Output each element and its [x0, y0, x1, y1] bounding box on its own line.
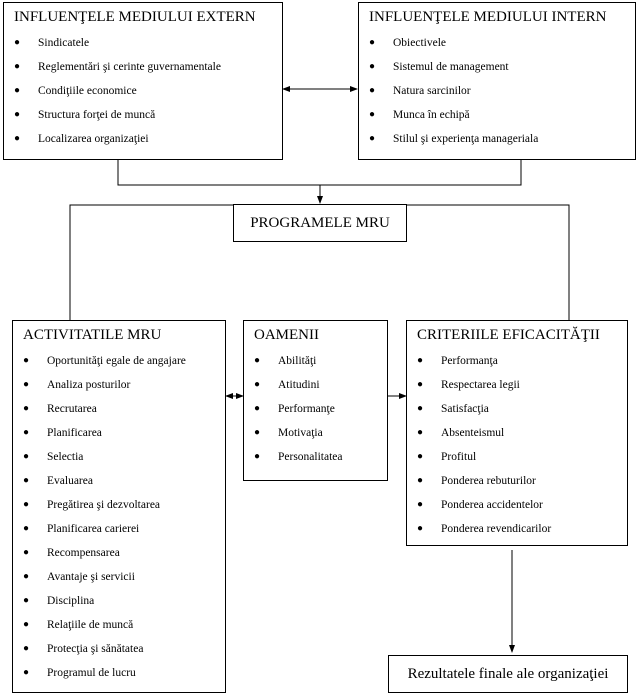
list-item: ● Protecţia şi sănătatea	[23, 637, 186, 661]
bullet-icon: ●	[254, 355, 261, 366]
bullet-icon: ●	[417, 523, 424, 534]
list-item: ● Selectia	[23, 445, 186, 469]
bullet-icon: ●	[417, 355, 424, 366]
bullet-icon: ●	[23, 499, 30, 510]
bullet-icon: ●	[23, 379, 30, 390]
bullet-icon: ●	[23, 403, 30, 414]
bullet-icon: ●	[14, 133, 21, 144]
list-item: ● Atitudini	[254, 373, 343, 397]
people-title: OAMENII	[254, 327, 319, 343]
list-item: ● Sindicatele	[14, 31, 221, 55]
list-item: ● Recompensarea	[23, 541, 186, 565]
internal-influences-list	[369, 31, 538, 151]
environment-to-programs-connector	[118, 160, 521, 185]
bullet-icon: ●	[23, 427, 30, 438]
list-item: ● Obiectivele	[369, 31, 538, 55]
internal-influences-box	[358, 2, 636, 160]
list-item: ● Localizarea organizaţiei	[14, 127, 221, 151]
list-item: ● Profitul	[417, 445, 551, 469]
bullet-icon: ●	[417, 379, 424, 390]
internal-influences-title: INFLUENŢELE MEDIULUI INTERN	[369, 9, 607, 25]
list-item: ● Satisfacţia	[417, 397, 551, 421]
programs-box	[233, 204, 407, 242]
list-item: ● Munca în echipă	[369, 103, 538, 127]
list-item: ● Pregătirea şi dezvoltarea	[23, 493, 186, 517]
bullet-icon: ●	[14, 61, 21, 72]
programs-left-connector	[70, 205, 233, 320]
programs-right-connector	[407, 205, 569, 320]
bullet-icon: ●	[254, 451, 261, 462]
bullet-icon: ●	[369, 61, 376, 72]
list-item: ● Recrutarea	[23, 397, 186, 421]
results-box	[388, 655, 628, 693]
list-item: ● Disciplina	[23, 589, 186, 613]
list-item: ● Programul de lucru	[23, 661, 186, 685]
list-item: ● Performanţa	[417, 349, 551, 373]
list-item: ● Oportunităţi egale de angajare	[23, 349, 186, 373]
bullet-icon: ●	[417, 499, 424, 510]
list-item: ● Respectarea legii	[417, 373, 551, 397]
activities-title: ACTIVITATILE MRU	[23, 327, 162, 343]
criteria-title: CRITERIILE EFICACITĂŢII	[417, 327, 600, 343]
bullet-icon: ●	[23, 595, 30, 606]
list-item: ● Planificarea	[23, 421, 186, 445]
list-item: ● Structura forţei de muncă	[14, 103, 221, 127]
bullet-icon: ●	[23, 523, 30, 534]
bullet-icon: ●	[417, 451, 424, 462]
list-item: ● Stilul şi experienţa manageriala	[369, 127, 538, 151]
criteria-box	[406, 320, 628, 546]
external-influences-title: INFLUENŢELE MEDIULUI EXTERN	[14, 9, 256, 25]
bullet-icon: ●	[14, 85, 21, 96]
list-item: ● Personalitatea	[254, 445, 343, 469]
bullet-icon: ●	[369, 133, 376, 144]
list-item: ● Analiza posturilor	[23, 373, 186, 397]
list-item: ● Sistemul de management	[369, 55, 538, 79]
list-item: ● Ponderea accidentelor	[417, 493, 551, 517]
bullet-icon: ●	[254, 379, 261, 390]
bullet-icon: ●	[369, 85, 376, 96]
bullet-icon: ●	[417, 427, 424, 438]
bullet-icon: ●	[254, 403, 261, 414]
bullet-icon: ●	[14, 109, 21, 120]
list-item: ● Motivaţia	[254, 421, 343, 445]
activities-box	[12, 320, 226, 693]
bullet-icon: ●	[417, 403, 424, 414]
people-list	[254, 349, 343, 469]
list-item: ● Absenteismul	[417, 421, 551, 445]
list-item: ● Evaluarea	[23, 469, 186, 493]
list-item: ● Avantaje şi servicii	[23, 565, 186, 589]
external-influences-list	[14, 31, 221, 151]
bullet-icon: ●	[23, 619, 30, 630]
list-item: ● Ponderea revendicarilor	[417, 517, 551, 541]
list-item: ● Condiţiile economice	[14, 79, 221, 103]
list-item: ● Performanţe	[254, 397, 343, 421]
bullet-icon: ●	[23, 355, 30, 366]
bullet-icon: ●	[23, 475, 30, 486]
list-item: ● Ponderea rebuturilor	[417, 469, 551, 493]
bullet-icon: ●	[23, 571, 30, 582]
bullet-icon: ●	[369, 109, 376, 120]
list-item: ● Reglementări şi cerinte guvernamentale	[14, 55, 221, 79]
criteria-list	[417, 349, 551, 541]
list-item: ● Planificarea carierei	[23, 517, 186, 541]
bullet-icon: ●	[417, 475, 424, 486]
bullet-icon: ●	[254, 427, 261, 438]
bullet-icon: ●	[369, 37, 376, 48]
bullet-icon: ●	[14, 37, 21, 48]
results-title: Rezultatele finale ale organizaţiei	[407, 665, 609, 682]
list-item: ● Relaţiile de muncă	[23, 613, 186, 637]
bullet-icon: ●	[23, 547, 30, 558]
programs-title: PROGRAMELE MRU	[250, 214, 390, 231]
list-item: ● Abilităţi	[254, 349, 343, 373]
activities-list	[23, 349, 186, 685]
bullet-icon: ●	[23, 643, 30, 654]
people-box	[243, 320, 388, 481]
list-item: ● Natura sarcinilor	[369, 79, 538, 103]
bullet-icon: ●	[23, 667, 30, 678]
external-influences-box	[3, 2, 283, 160]
bullet-icon: ●	[23, 451, 30, 462]
